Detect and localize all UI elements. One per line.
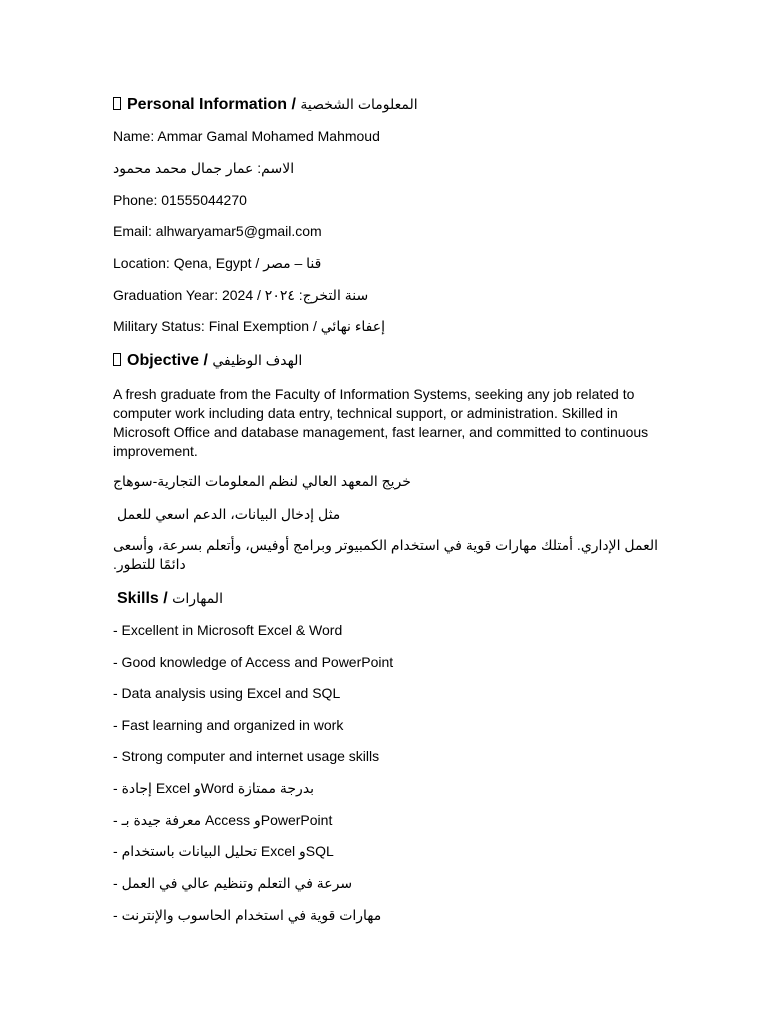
skill-item-ar: - سرعة في التعلم وتنظيم عالي في العمل <box>113 875 353 891</box>
skills-heading <box>117 588 223 609</box>
name-line-ar: الاسم: عمار جمال محمد محمود <box>113 160 295 176</box>
objective-heading <box>113 350 302 371</box>
skill-item: - Strong computer and internet usage skills <box>113 748 380 764</box>
skill-item: - Data analysis using Excel and SQL <box>113 685 341 701</box>
objective-text-ar-3: العمل الإداري. أمتلك مهارات قوية في استخدام الكمبيوتر وبرامج أوفيس، وأتعلم بسرعة، وأسعى دائمًا للتطور. <box>113 537 659 572</box>
skill-item: - Fast learning and organized in work <box>113 717 344 733</box>
skill-item-ar: - معرفة جيدة بـ Access وPowerPoint <box>113 812 333 828</box>
location-line: Location: Qena, Egypt / قنا – مصر <box>113 255 322 271</box>
skill-item: - Excellent in Microsoft Excel & Word <box>113 622 343 638</box>
objective-text-en: A fresh graduate from the Faculty of Information Systems, seeking any job related to computer work including data entry, technical support, or administration. Skilled in Microsoft Office and database management, fast learner, and committed to continuous improvement. <box>113 386 649 459</box>
missing-glyph-icon <box>113 97 121 110</box>
skill-item-ar: - تحليل البيانات باستخدام Excel وSQL <box>113 843 334 859</box>
skill-item-ar: - إجادة Excel وWord بدرجة ممتازة <box>113 780 315 796</box>
personal-info-heading <box>113 94 418 115</box>
personal-info-heading-ar: المعلومات الشخصية <box>300 96 418 112</box>
missing-glyph-icon <box>113 353 121 366</box>
military-line: Military Status: Final Exemption / إعفاء نهائي <box>113 318 385 334</box>
skill-item: - Good knowledge of Access and PowerPoint <box>113 654 394 670</box>
skill-item-ar: - مهارات قوية في استخدام الحاسوب والإنترنت <box>113 907 382 923</box>
objective-text-ar-1: خريج المعهد العالي لنظم المعلومات التجارية-سوهاج <box>113 473 411 489</box>
objective-heading-ar: الهدف الوظيفي <box>212 352 303 368</box>
objective-text-ar-2: مثل إدخال البيانات، الدعم اسعي للعمل <box>117 506 341 522</box>
phone-line: Phone: 01555044270 <box>113 192 247 208</box>
objective-heading-en: Objective / <box>127 352 208 369</box>
skills-heading-ar: المهارات <box>172 590 223 606</box>
email-line: Email: alhwaryamar5@gmail.com <box>113 223 322 239</box>
skills-heading-en: Skills / <box>117 590 168 607</box>
personal-info-heading-en: Personal Information / <box>127 96 296 113</box>
graduation-line: Graduation Year: 2024 / سنة التخرج: ٢٠٢٤ <box>113 287 369 303</box>
name-line: Name: Ammar Gamal Mohamed Mahmoud <box>113 128 380 144</box>
